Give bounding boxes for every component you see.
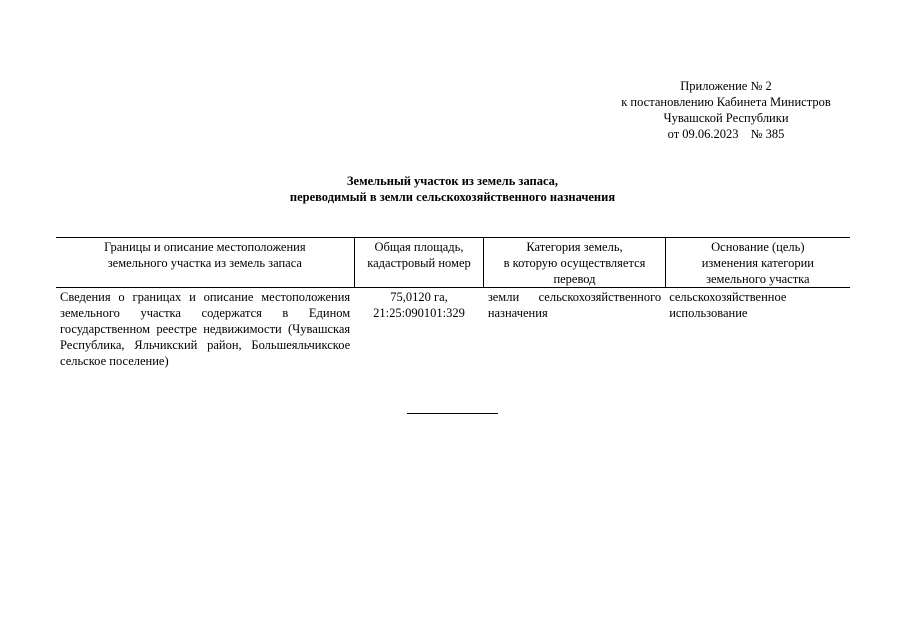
appendix-doc-number: № 385 [750,127,785,141]
appendix-number: Приложение № 2 [680,79,772,93]
header-basis-line3: земельного участка [706,272,810,286]
header-category-line3: перевод [553,272,596,286]
cell-category: земли сельскохозяйственного назначения [487,290,662,320]
header-basis-line1: Основание (цель) [711,240,805,254]
header-category-line1: Категория земель, [526,240,623,254]
header-boundaries-line2: земельного участка из земель запаса [107,256,302,270]
land-parcel-table [56,237,850,369]
title-line-2: переводимый в земли сельскохозяйственного назначения [289,190,616,204]
header-area-line2: кадастровый номер [367,256,471,270]
appendix-header [600,78,852,142]
header-boundaries [56,238,354,288]
header-area-line1: Общая площадь, [374,240,464,254]
appendix-date: от 09.06.2023 [667,127,739,141]
header-basis-line2: изменения категории [701,256,814,270]
cell-basis: сельскохозяйственное использование [669,290,787,320]
header-area [354,238,484,288]
header-basis [665,238,850,288]
header-category-line2: в которую осуществляется [503,256,646,270]
cell-area-value: 75,0120 га, [390,290,448,304]
end-divider-line [407,413,498,414]
table-header-row [56,238,850,288]
appendix-date-line [600,126,852,142]
title-line-1: Земельный участок из земель запаса, [346,174,559,188]
document-title [200,173,705,205]
cell-area [354,288,484,370]
cell-boundaries: Сведения о границах и описание местоположения земельного участка содержатся в Едином государственном реестре недвижимости (Чувашская Республика, Яльчикский район, Большеяльчикское сельское поселение) [60,290,351,368]
table-row [56,288,850,370]
appendix-republic: Чувашской Республики [663,111,789,125]
cell-cadastral-number: 21:25:090101:329 [373,306,465,320]
appendix-resolution-ref: к постановлению Кабинета Министров [621,95,831,109]
header-boundaries-line1: Границы и описание местоположения [104,240,306,254]
header-category [484,238,665,288]
